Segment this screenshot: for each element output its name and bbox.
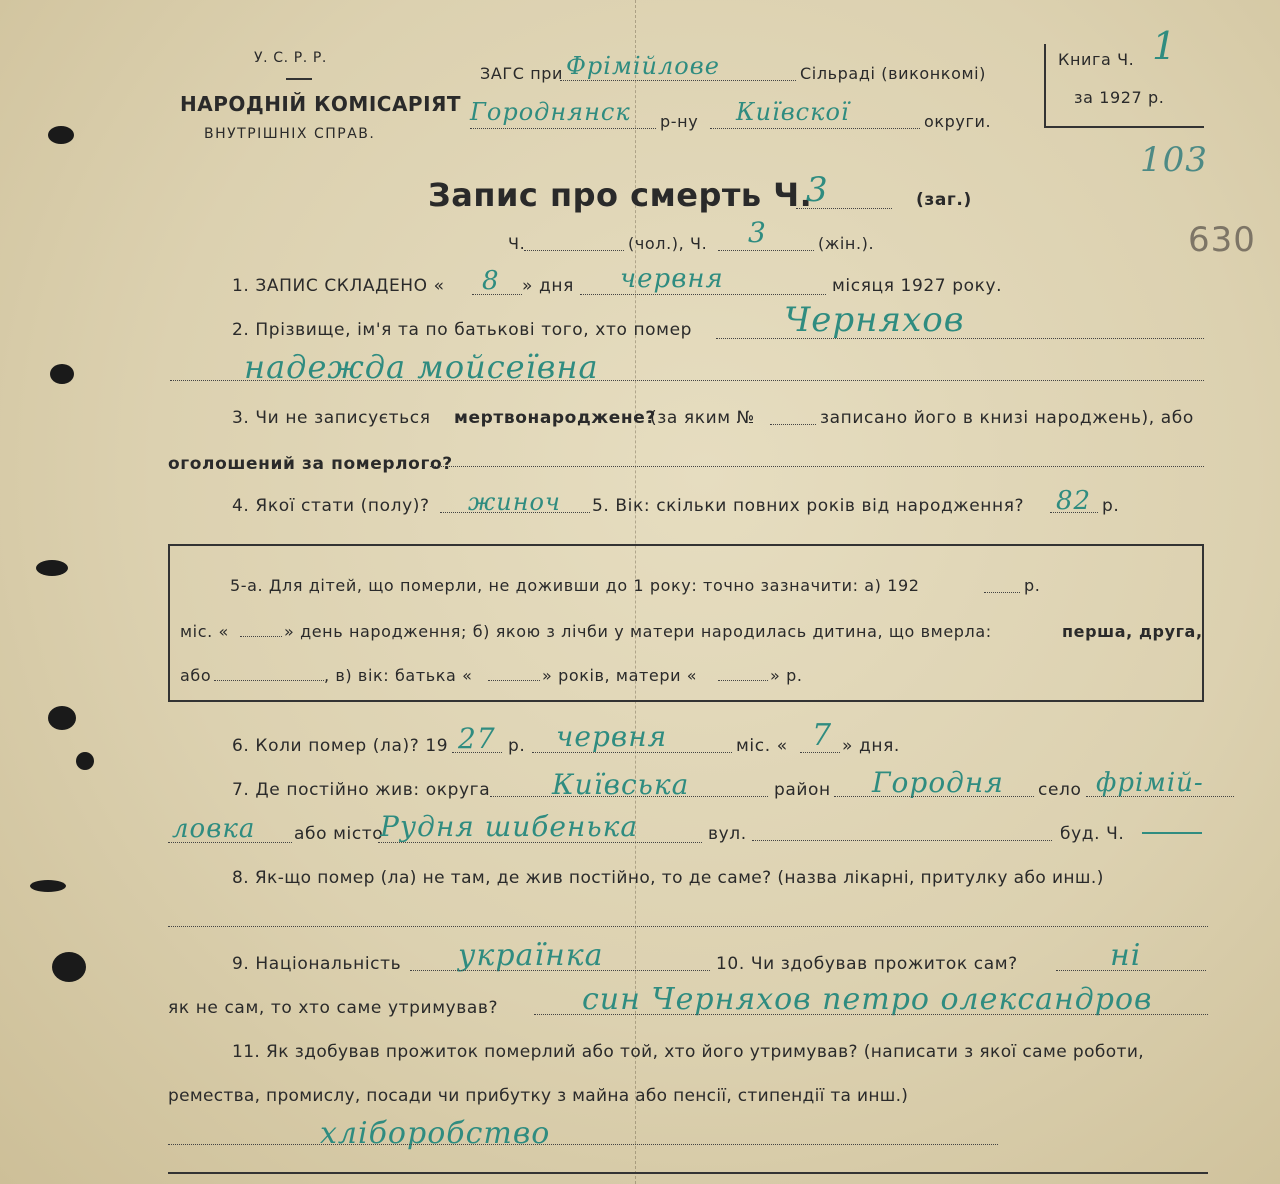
book-number: 1	[1152, 24, 1178, 68]
f6-day-line	[800, 752, 840, 753]
raion-label: р-ну	[660, 112, 699, 131]
binder-hole	[36, 560, 68, 576]
header-dash	[286, 78, 312, 80]
f6-r: р.	[508, 736, 526, 756]
f6-year-line	[452, 752, 502, 753]
f1-month: червня	[620, 264, 724, 294]
stamp-number: 630	[1188, 220, 1256, 260]
box-line3-a: або	[180, 666, 212, 685]
f2-name: надежда мойсеївна	[244, 348, 599, 386]
binder-hole	[30, 880, 66, 892]
f6-month: червня	[556, 720, 668, 753]
record-number-line	[796, 208, 892, 209]
f3-label-c: записано його в книзі народжень), або	[820, 408, 1194, 428]
f7-bud-label: буд. Ч.	[1060, 824, 1125, 844]
f4-label: 4. Якої стати (полу)?	[232, 496, 430, 516]
f2-label: 2. Прізвище, ім'я та по батькові того, хто помер	[232, 320, 693, 340]
f3-label-a: 3. Чи не записується	[232, 408, 431, 428]
f2-surname-line	[716, 338, 1204, 339]
binder-hole	[52, 952, 86, 982]
f3-number-line	[770, 424, 816, 425]
f1-label: 1. ЗАПИС СКЛАДЕНО «	[232, 276, 445, 296]
box-line2-b: » день народження; б) якою з лічби у матери народилась дитина, що вмерла:	[284, 622, 992, 641]
box-line3-b: , в) вік: батька «	[324, 666, 473, 685]
f7-label: 7. Де постійно жив: округа	[232, 780, 491, 800]
header-internal-affairs: ВНУТРІШНІХ СПРАВ.	[204, 126, 376, 142]
f4-sex-value: жиноч	[468, 488, 561, 516]
f11-label2: ремества, промислу, посади чи прибутку з майна або пенсії, стипендії та инш.)	[168, 1086, 909, 1106]
book-box-left	[1044, 44, 1046, 128]
f1-day-line	[472, 294, 522, 295]
box-month-line	[240, 636, 282, 637]
zags-suffix: Сільраді (виконкомі)	[800, 64, 987, 83]
book-year: за 1927 р.	[1074, 88, 1165, 107]
f8-label: 8. Як-що помер (ла) не там, де жив постійно, то де саме? (назва лікарні, притулку або инш.)	[232, 868, 1104, 888]
f3-label-b: (за яким №	[650, 408, 755, 428]
binder-hole	[48, 706, 76, 730]
f5-age-value: 82	[1056, 486, 1092, 516]
box-line3-c: » років, матери «	[542, 666, 698, 685]
f1-day: 8	[482, 266, 500, 296]
f3-stillborn: мертвонароджене?	[454, 408, 656, 428]
f10b-value: син Черняхов петро олександров	[582, 982, 1153, 1017]
f8-line	[168, 926, 1208, 927]
f7-selo-line	[1086, 796, 1234, 797]
f7-misto: Рудня шибенька	[380, 810, 639, 843]
box-line1: 5-а. Для дітей, що померли, не доживши до 1 року: точно зазначити: а) 192	[230, 576, 920, 595]
f7-vul-line	[752, 840, 1052, 841]
f2-name-line	[170, 380, 1204, 381]
header-commissariat: НАРОДНІЙ КОМІСАРІЯТ	[180, 92, 462, 116]
f6-day-suffix: » дня.	[842, 736, 900, 756]
f10b-label: як не сам, то хто саме утримував?	[168, 998, 499, 1018]
f10b-line	[534, 1014, 1208, 1015]
f1-month-line	[580, 294, 826, 295]
box-other-line	[214, 680, 324, 681]
record-title-suffix: (заг.)	[916, 190, 972, 210]
male-count-line	[524, 250, 624, 251]
title-line2-prefix: Ч.	[508, 234, 526, 253]
box-line1-end: р.	[1024, 576, 1041, 595]
f10-line	[1056, 970, 1206, 971]
f7-selo-label: село	[1038, 780, 1082, 800]
raion-value: Городнянск	[470, 98, 631, 126]
f5-age-line	[1050, 512, 1098, 513]
f5-suffix: р.	[1102, 496, 1120, 516]
box-line3-d: » р.	[770, 666, 803, 685]
box-mother-line	[718, 680, 768, 681]
f11-label1: 11. Як здобував прожиток померлий або той, хто його утримував? (написати з якої саме роботи,	[232, 1042, 1145, 1062]
header-ussr: У. С. Р. Р.	[254, 50, 327, 66]
box-line2-bold: перша, друга,	[1062, 622, 1203, 641]
book-label: Книга Ч.	[1058, 50, 1135, 69]
female-label: (жін.).	[818, 234, 875, 253]
male-label: (чол.), Ч.	[628, 234, 708, 253]
f7-bud-dash	[1142, 832, 1202, 834]
book-box-bottom	[1044, 126, 1204, 128]
f2-surname: Черняхов	[784, 300, 965, 340]
f6-month-line	[532, 752, 732, 753]
f7-selo: фрімій-	[1096, 768, 1204, 798]
f9-nationality: українка	[458, 938, 604, 973]
margin-number: 103	[1140, 140, 1208, 180]
bottom-rule	[168, 1172, 1208, 1174]
f7-vul-label: вул.	[708, 824, 747, 844]
zags-prefix: ЗАГС при	[480, 64, 564, 83]
okrug-line	[710, 128, 920, 129]
f3-declared-dead: оголошений за померлого?	[168, 454, 453, 474]
f7-misto-label: або місто	[294, 824, 384, 844]
f7-raion-label: район	[774, 780, 831, 800]
f7-misto-line	[378, 842, 702, 843]
box-father-line	[488, 680, 540, 681]
f10-value: ні	[1110, 938, 1142, 973]
f11-value: хліборобство	[320, 1116, 551, 1151]
raion-line	[470, 128, 656, 129]
f1-year: місяця 1927 року.	[832, 276, 1003, 296]
female-count-line	[718, 250, 814, 251]
okrug-value: Київскої	[736, 98, 850, 126]
f7-raion-line	[834, 796, 1034, 797]
record-title: Запис про смерть Ч.	[428, 176, 813, 214]
f7-okrug-line	[490, 796, 768, 797]
f10-label: 10. Чи здобував прожиток сам?	[716, 954, 1018, 974]
f3-declared-line	[430, 466, 1204, 467]
box-year-line	[984, 592, 1020, 593]
f7-okrug: Київська	[552, 768, 690, 801]
zags-village-value: Фрімійлове	[566, 52, 720, 80]
zags-village-line	[560, 80, 796, 81]
binder-hole	[48, 126, 74, 144]
box-line2-a: міс. «	[180, 622, 229, 641]
f6-label: 6. Коли помер (ла)? 19	[232, 736, 449, 756]
f6-day: 7	[812, 718, 833, 753]
record-number: 3	[806, 170, 829, 210]
f9-line	[410, 970, 710, 971]
f7-raion: Городня	[872, 766, 1004, 799]
f6-year: 27	[458, 722, 496, 755]
f4-sex-line	[440, 512, 590, 513]
f11-line	[168, 1144, 998, 1145]
female-count: 3	[748, 216, 767, 249]
f1-day-suffix: » дня	[522, 276, 574, 296]
f6-mis: міс. «	[736, 736, 788, 756]
f7-selo-cont: ловка	[172, 814, 256, 844]
f9-label: 9. Національність	[232, 954, 402, 974]
f7-selo-cont-line	[168, 842, 292, 843]
okrug-label: округи.	[924, 112, 992, 131]
f5-label: 5. Вік: скільки повних років від народження?	[592, 496, 1025, 516]
binder-hole	[76, 752, 94, 770]
binder-hole	[50, 364, 74, 384]
